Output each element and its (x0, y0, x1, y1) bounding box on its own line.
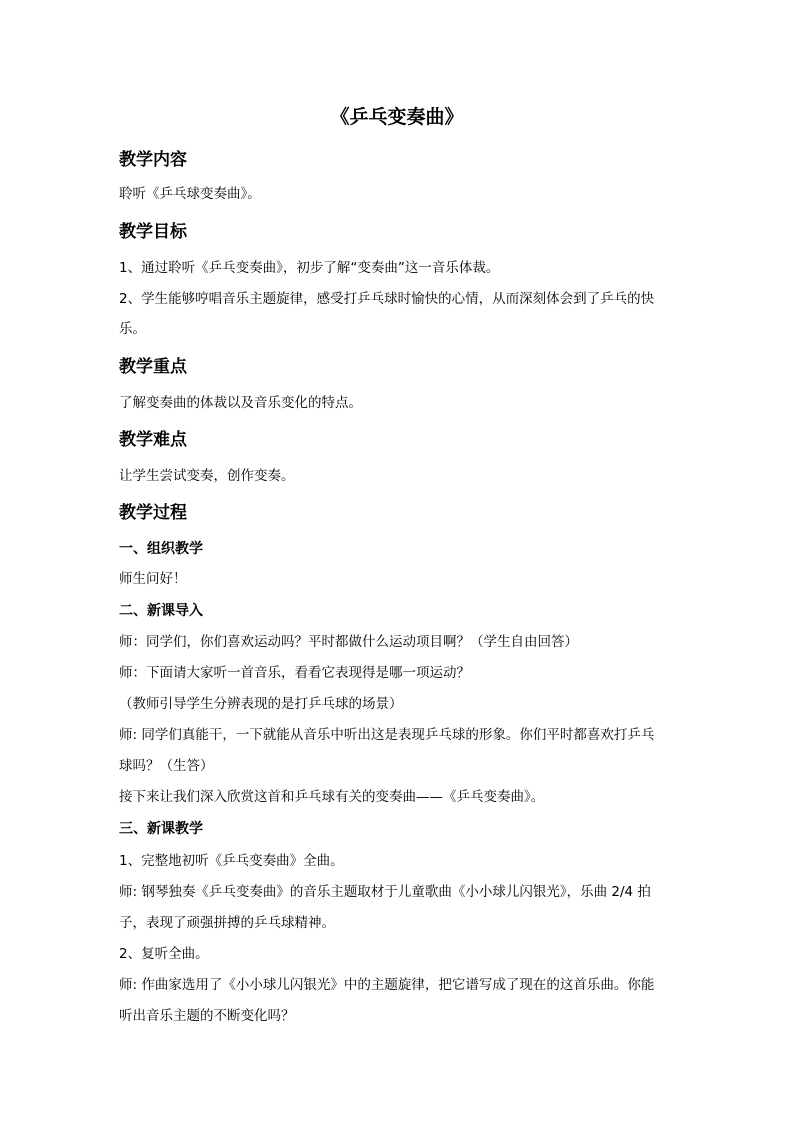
paragraph: 听出音乐主题的不断变化吗？ (119, 1008, 295, 1024)
section-heading-difficulties: 教学难点 (119, 430, 187, 450)
paragraph: 接下来让我们深入欣赏这首和乒乓球有关的变奏曲——《乒乓变奏曲》。 (119, 789, 545, 805)
paragraph: 子，表现了顽强拼搏的乒乓球精神。 (119, 915, 335, 931)
paragraph: 师生问好！ (119, 571, 187, 587)
paragraph: 师：同学们，你们喜欢运动吗？平时都做什么运动项目啊？（学生自由回答） (119, 634, 578, 650)
paragraph: （教师引导学生分辨表现的是打乒乓球的场景） (119, 696, 403, 712)
document-title: 《乒乓变奏曲》 (330, 106, 464, 128)
paragraph: 乐。 (119, 321, 146, 337)
paragraph: 了解变奏曲的体裁以及音乐变化的特点。 (119, 395, 362, 411)
paragraph: 2、复听全曲。 (119, 946, 209, 962)
paragraph: 球吗？（生答） (119, 758, 214, 774)
paragraph: 让学生尝试变奏，创作变奏。 (119, 468, 295, 484)
paragraph: 2、学生能够哼唱音乐主题旋律，感受打乒乓球时愉快的心情，从而深刻体会到了乒乓的快 (119, 291, 655, 307)
subheading-intro: 二、新课导入 (119, 603, 203, 619)
paragraph: 聆听《乒乓球变奏曲》。 (119, 186, 261, 202)
section-heading-content: 教学内容 (119, 150, 187, 170)
section-heading-goals: 教学目标 (119, 222, 187, 242)
paragraph: 师: 同学们真能干，一下就能从音乐中听出这是表现乒乓球的形象。你们平时都喜欢打乒乓 (119, 727, 655, 743)
section-heading-key-points: 教学重点 (119, 357, 187, 377)
paragraph: 1、完整地初听《乒乓变奏曲》全曲。 (119, 853, 344, 869)
paragraph: 师: 钢琴独奏《乒乓变奏曲》的音乐主题取材于儿童歌曲《小小球儿闪银光》，乐曲 2/4 拍 (119, 884, 651, 900)
subheading-organize: 一、组织教学 (119, 541, 203, 557)
paragraph: 师：下面请大家听一首音乐，看看它表现得是哪一项运动？ (119, 665, 470, 681)
paragraph: 1、通过聆听《乒乓变奏曲》，初步了解“变奏曲”这一音乐体裁。 (119, 260, 500, 276)
subheading-new-lesson: 三、新课教学 (119, 821, 203, 837)
paragraph: 师: 作曲家选用了《小小球儿闪银光》中的主题旋律，把它谱写成了现在的这首乐曲。你能 (119, 977, 655, 993)
section-heading-process: 教学过程 (119, 503, 187, 523)
